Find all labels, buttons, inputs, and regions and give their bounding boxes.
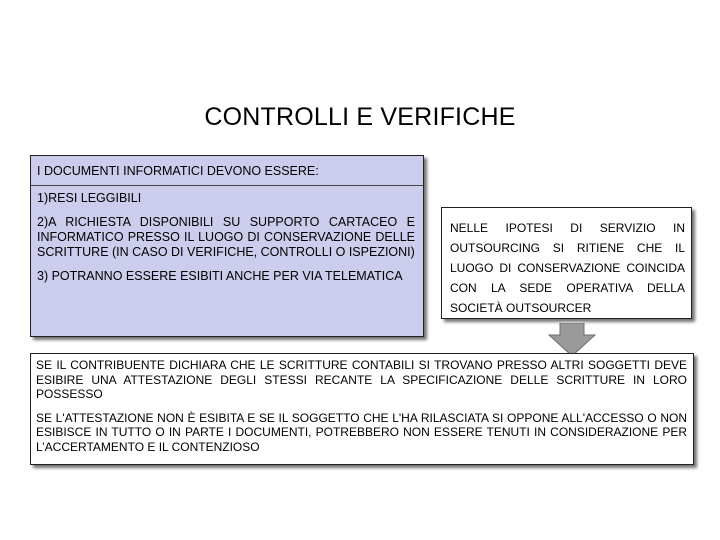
down-arrow-icon [547,323,597,357]
outsourcing-note-text: NELLE IPOTESI DI SERVIZIO IN OUTSOURCING SI RITIENE CHE IL LUOGO DI CONSERVAZIONE COINCIDA CON LA SEDE OPERATIVA DELLA SOCIETÀ OUTSOURCER [450,221,685,315]
down-arrow-shape [549,323,595,356]
requirements-box [30,155,424,337]
attestation-paragraph: SE IL CONTRIBUENTE DICHIARA CHE LE SCRITTURE CONTABILI SI TROVANO PRESSO ALTRI SOGGETTI DEVE ESIBIRE UNA ATTESTAZIONE DEGLI STESSI RECANTE LA SPECIFICAZIONE DELLE SCRITTURE IN LORO POSSESSO [36,358,687,401]
outsourcing-note-box [441,207,692,319]
slide-title: CONTROLLI E VERIFICHE [204,103,516,131]
requirements-list [31,186,423,284]
attestation-paragraph: SE L'ATTESTAZIONE NON È ESIBITA E SE IL SOGGETTO CHE L'HA RILASCIATA SI OPPONE ALL'ACCESSO O NON ESIBISCE IN TUTTO O IN PARTE I DOCUMENTI, POTREBBERO NON ESSERE TENUTI IN CONSIDERAZIONE PER L’ACCERTAMENTO E IL CONTENZIOSO [36,410,687,454]
requirement-item: 1)RESI LEGGIBILI [37,191,142,205]
attestation-box [30,353,694,465]
requirements-header: I DOCUMENTI INFORMATICI DEVONO ESSERE: [31,156,423,186]
requirement-item: 3) POTRANNO ESSERE ESIBITI ANCHE PER VIA TELEMATICA [37,269,403,283]
requirement-item: 2)A RICHIESTA DISPONIBILI SU SUPPORTO CARTACEO E INFORMATICO PRESSO IL LUOGO DI CONSERVAZIONE DELLE SCRITTURE (IN CASO DI VERIFICHE, CONTROLLI O ISPEZIONI) [37,215,415,259]
